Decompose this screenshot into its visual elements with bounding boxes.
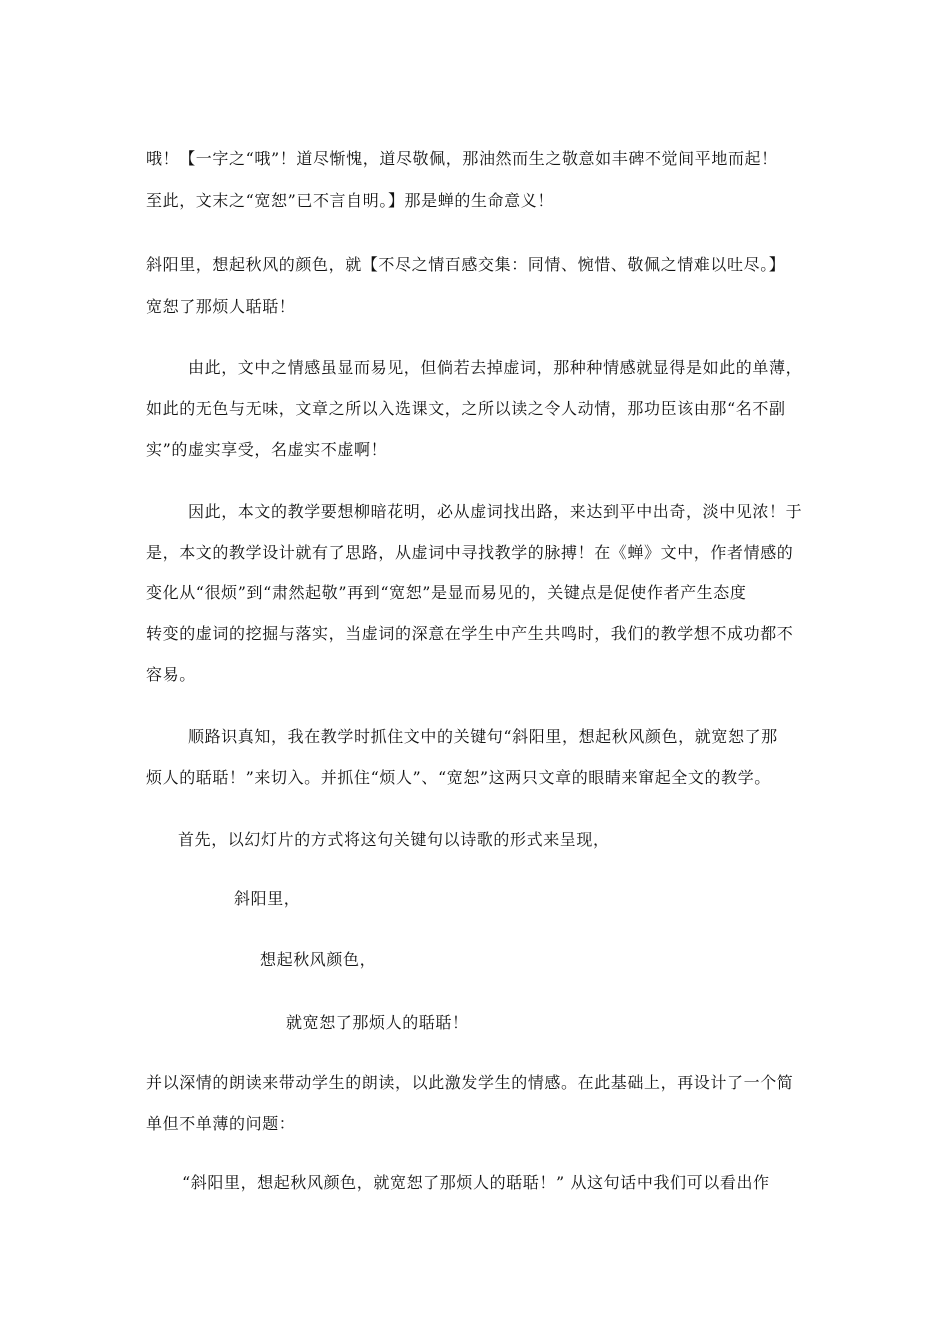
text-line: 实”的虚实享受，名虚实不虚啊！ bbox=[146, 440, 388, 459]
text-line: 至此，文末之“宽恕”已不言自明。】那是蝉的生命意义！ bbox=[146, 191, 554, 210]
text-line: 宽恕了那烦人聒聒！ bbox=[146, 297, 296, 316]
text-line: 因此，本文的教学要想柳暗花明，必从虚词找出路，来达到平中出奇，淡中见浓！于 bbox=[188, 502, 803, 521]
text-line: 变化从“很烦”到“肃然起敬”再到“宽恕”是显而易见的，关键点是促使作者产生态度 bbox=[146, 583, 747, 602]
text-line: 是，本文的教学设计就有了思路，从虚词中寻找教学的脉搏！在《蝉》文中，作者情感的 bbox=[146, 543, 794, 562]
text-line: 斜阳里， bbox=[234, 889, 301, 908]
text-line: “斜阳里，想起秋风颜色，就宽恕了那烦人的聒聒！” 从这句话中我们可以看出作 bbox=[182, 1173, 770, 1192]
text-line: 斜阳里，想起秋风的颜色，就【不尽之情百感交集：同情、惋惜、敬佩之情难以吐尽。】 bbox=[146, 255, 786, 274]
text-line: 如此的无色与无味，文章之所以入选课文，之所以读之令人动情，那功臣该由那“名不副 bbox=[146, 399, 786, 418]
text-line: 由此，文中之情感虽显而易见，但倘若去掉虚词，那种种情感就显得是如此的单薄， bbox=[188, 358, 803, 377]
text-line: 首先，以幻灯片的方式将这句关键句以诗歌的形式来呈现， bbox=[178, 830, 610, 849]
text-line: 并以深情的朗读来带动学生的朗读，以此激发学生的情感。在此基础上，再设计了一个简 bbox=[146, 1073, 794, 1092]
text-line: 烦人的聒聒！”来切入。并抓住“烦人”、“宽恕”这两只文章的眼睛来窜起全文的教学。 bbox=[146, 768, 771, 787]
text-line: 就宽恕了那烦人的聒聒！ bbox=[286, 1013, 469, 1032]
text-line: 顺路识真知，我在教学时抓住文中的关键句“斜阳里，想起秋风颜色，就宽恕了那 bbox=[188, 727, 778, 746]
text-line: 容易。 bbox=[146, 665, 196, 684]
text-line: 哦！【一字之“哦”！道尽惭愧，道尽敬佩，那油然而生之敬意如丰碑不觉间平地而起！ bbox=[146, 149, 778, 168]
text-line: 想起秋风颜色， bbox=[260, 950, 377, 969]
text-line: 单但不单薄的问题： bbox=[146, 1114, 296, 1133]
text-line: 转变的虚词的挖掘与落实，当虚词的深意在学生中产生共鸣时，我们的教学想不成功都不 bbox=[146, 624, 794, 643]
